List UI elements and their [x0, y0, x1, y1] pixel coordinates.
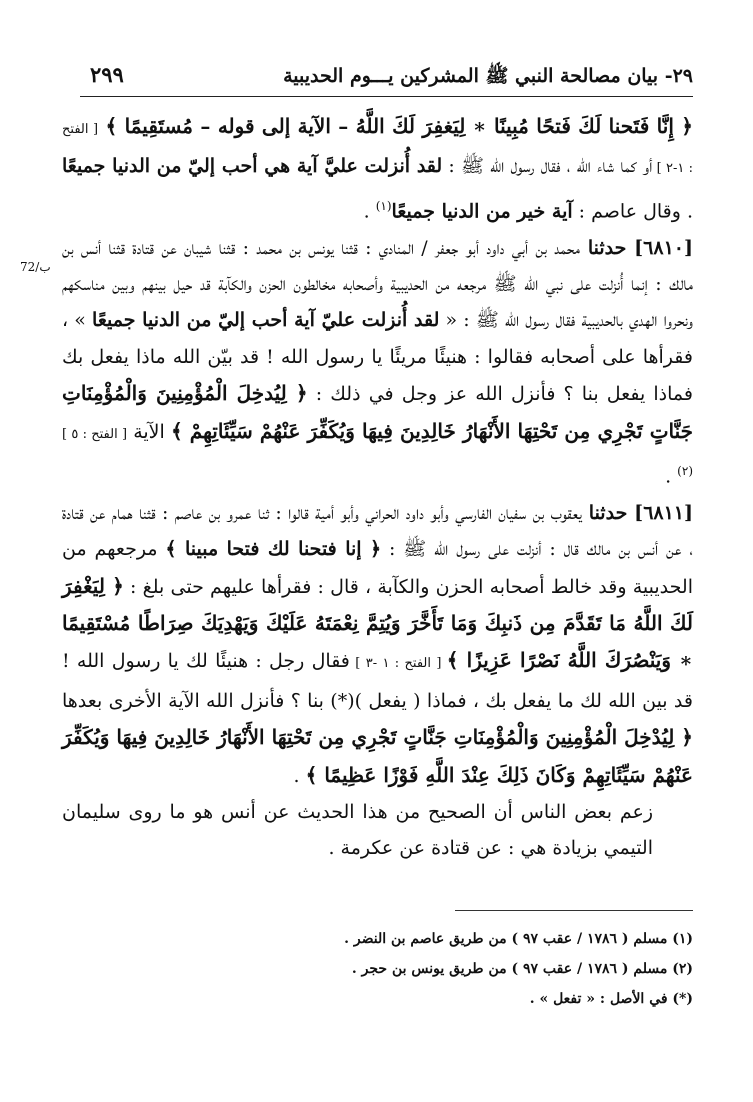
text-run: ﴿ لِيُدْخِلَ الْمُؤْمِنِينَ وَالْمُؤْمِنَاتِ جَنَّاتٍ تَجْرِي مِن تَحْتِهَا الأَنْهَارُ خَالِدِينَ فِيهَا وَيُكَفِّرَ عَنْهُمْ سَيِّئَاتِهِمْ وَكَانَ ذَلِكَ عِنْدَ اللَّهِ فَوْزًا عَظِيمًا ﴾ — [62, 725, 693, 787]
text-run: » ، فقرأها على أصحابه فقالوا : هنيئًا مريئًا يا رسول الله ! قد بيّن الله ماذا يفعل بك فماذا يفعل بنا ؟ فأنزل الله عز وجل في ذلك : — [62, 309, 693, 406]
text-run: . — [293, 764, 306, 787]
paragraph-3 — [62, 495, 693, 794]
text-run: [ الفتح : ١-٢ ] — [62, 122, 694, 177]
text-run: مرجعهم من الحديبية وقد خالط أصحابه الحزن والكآبة ، قال : فقرأها عليهم حتى بلغ : — [62, 538, 693, 598]
text-run: لقد أُنزلت عليَّ آية هي أحب إليّ من الدنيا جميعًا — [62, 155, 443, 178]
text-run: آية خير من الدنيا جميعًا — [391, 200, 573, 223]
footnote-2: (٢) مسلم ( ١٧٨٦ / عقب ٩٧ ) من طريق يونس بن حجر . — [351, 961, 693, 977]
footnote-divider — [455, 910, 693, 911]
text-run: ﴿ إنا فتحنا لك فتحا مبينا ﴾ — [165, 538, 382, 561]
main-text — [62, 108, 693, 867]
text-run: [ الفتح : ٥ ] — [62, 426, 128, 442]
paragraph-4 — [62, 794, 693, 867]
text-run: ﴿ لِيُدخِلَ الْمُؤْمِنِينَ وَالْمُؤْمِنَاتِ جَنَّاتٍ تَجْرِي مِن تَحْتِهَا الأَنْهَارُ خَالِدِينَ فِيهَا وَيُكَفِّرَ عَنْهُمْ سَيِّئَاتِهِمْ ﴾ — [62, 381, 694, 443]
text-run: . وقال عاصم : — [572, 200, 693, 223]
text-run: يعقوب بن سفيان الفارسي وأبو داود الحراني وأبو أمية قالوا : ثنا عمرو بن عاصم : قثنا همام عن قتادة ، عن أنس بن مالك قال : أنزلت على رسول الله ﷺ : — [62, 501, 693, 561]
text-run: فقال رجل : هنيئًا لك يا رسول الله ! قد بين الله لك ما يفعل بك ، فماذا ( يفعل )(*) بنا ؟ فأنزل الله الآية الأخرى بعدها — [62, 650, 693, 712]
text-run: لقد أُنزلت عليّ آية أحب إليّ من الدنيا جميعًا — [92, 309, 440, 332]
text-run: (٢) — [677, 463, 693, 478]
paragraph-2 — [62, 230, 693, 495]
text-run: محمد بن أبي داود أبو جعفر / المنادي : قثنا يونس بن محمد : قثنا شيبان عن قتادة قثنا أنس بن مالك : إنما أُنزلت على نبي الله ﷺ مرجعه من الحديبية وأصحابه مخالطون الحزن والكآبة قد حيل بينهم وبين مناسكهم ونحروا الهدي بالحديبية فقال رسول الله ﷺ : « — [62, 236, 693, 332]
text-run: [ الفتح : ١ -٣ ] — [349, 656, 447, 672]
footnote-1: (١) مسلم ( ١٧٨٦ / عقب ٩٧ ) من طريق عاصم بن النضر . — [344, 931, 693, 947]
text-run: (١) — [375, 198, 392, 213]
chapter-title: ٢٩- بيان مصالحة النبي ﷺ المشركين يـــوم الحديبية — [283, 65, 693, 87]
footnote-asterisk: (*) في الأصل : « تفعل » . — [529, 991, 693, 1007]
text-run: الآية — [127, 420, 171, 443]
text-run: ﴿ لِيَغْفِرَ لَكَ اللَّهُ مَا تَقَدَّمَ مِن ذَنبِكَ وَمَا تَأَخَّرَ وَيُتِمَّ نِعْمَتَهُ عَلَيْكَ وَيَهْدِيَكَ صِرَاطًا مُسْتَقِيمًا ∗ وَيَنْصُرَكَ اللَّهُ نَصْرًا عَزِيزًا ﴾ — [62, 573, 693, 673]
text-run: . — [665, 465, 678, 488]
running-header — [80, 60, 693, 97]
text-run: ﴿ إِنَّا فَتَحنا لَكَ فَتحًا مُبِينًا ∗ لِيَغفِرَ لَكَ اللَّهُ – الآية إلى قوله – مُستَقِيمًا ﴾ — [98, 114, 693, 138]
footnotes — [80, 924, 693, 1014]
text-run: [٦٨١٠] حدثنا — [580, 236, 693, 259]
paragraph-1 — [62, 108, 693, 230]
text-run: أو كما شاء الله ، فقال رسول الله ﷺ : — [442, 155, 653, 178]
margin-folio-note: 72/ب — [20, 260, 51, 274]
text-run: . — [363, 200, 376, 223]
text-run: زعم بعض الناس أن الصحيح من هذا الحديث عن أنس هو ما روى سليمان التيمي بزيادة هي : عن قتادة عن عكرمة . — [62, 800, 653, 860]
text-run: [٦٨١١] حدثنا — [581, 501, 694, 524]
page-number: ٢٩٩ — [90, 62, 124, 87]
